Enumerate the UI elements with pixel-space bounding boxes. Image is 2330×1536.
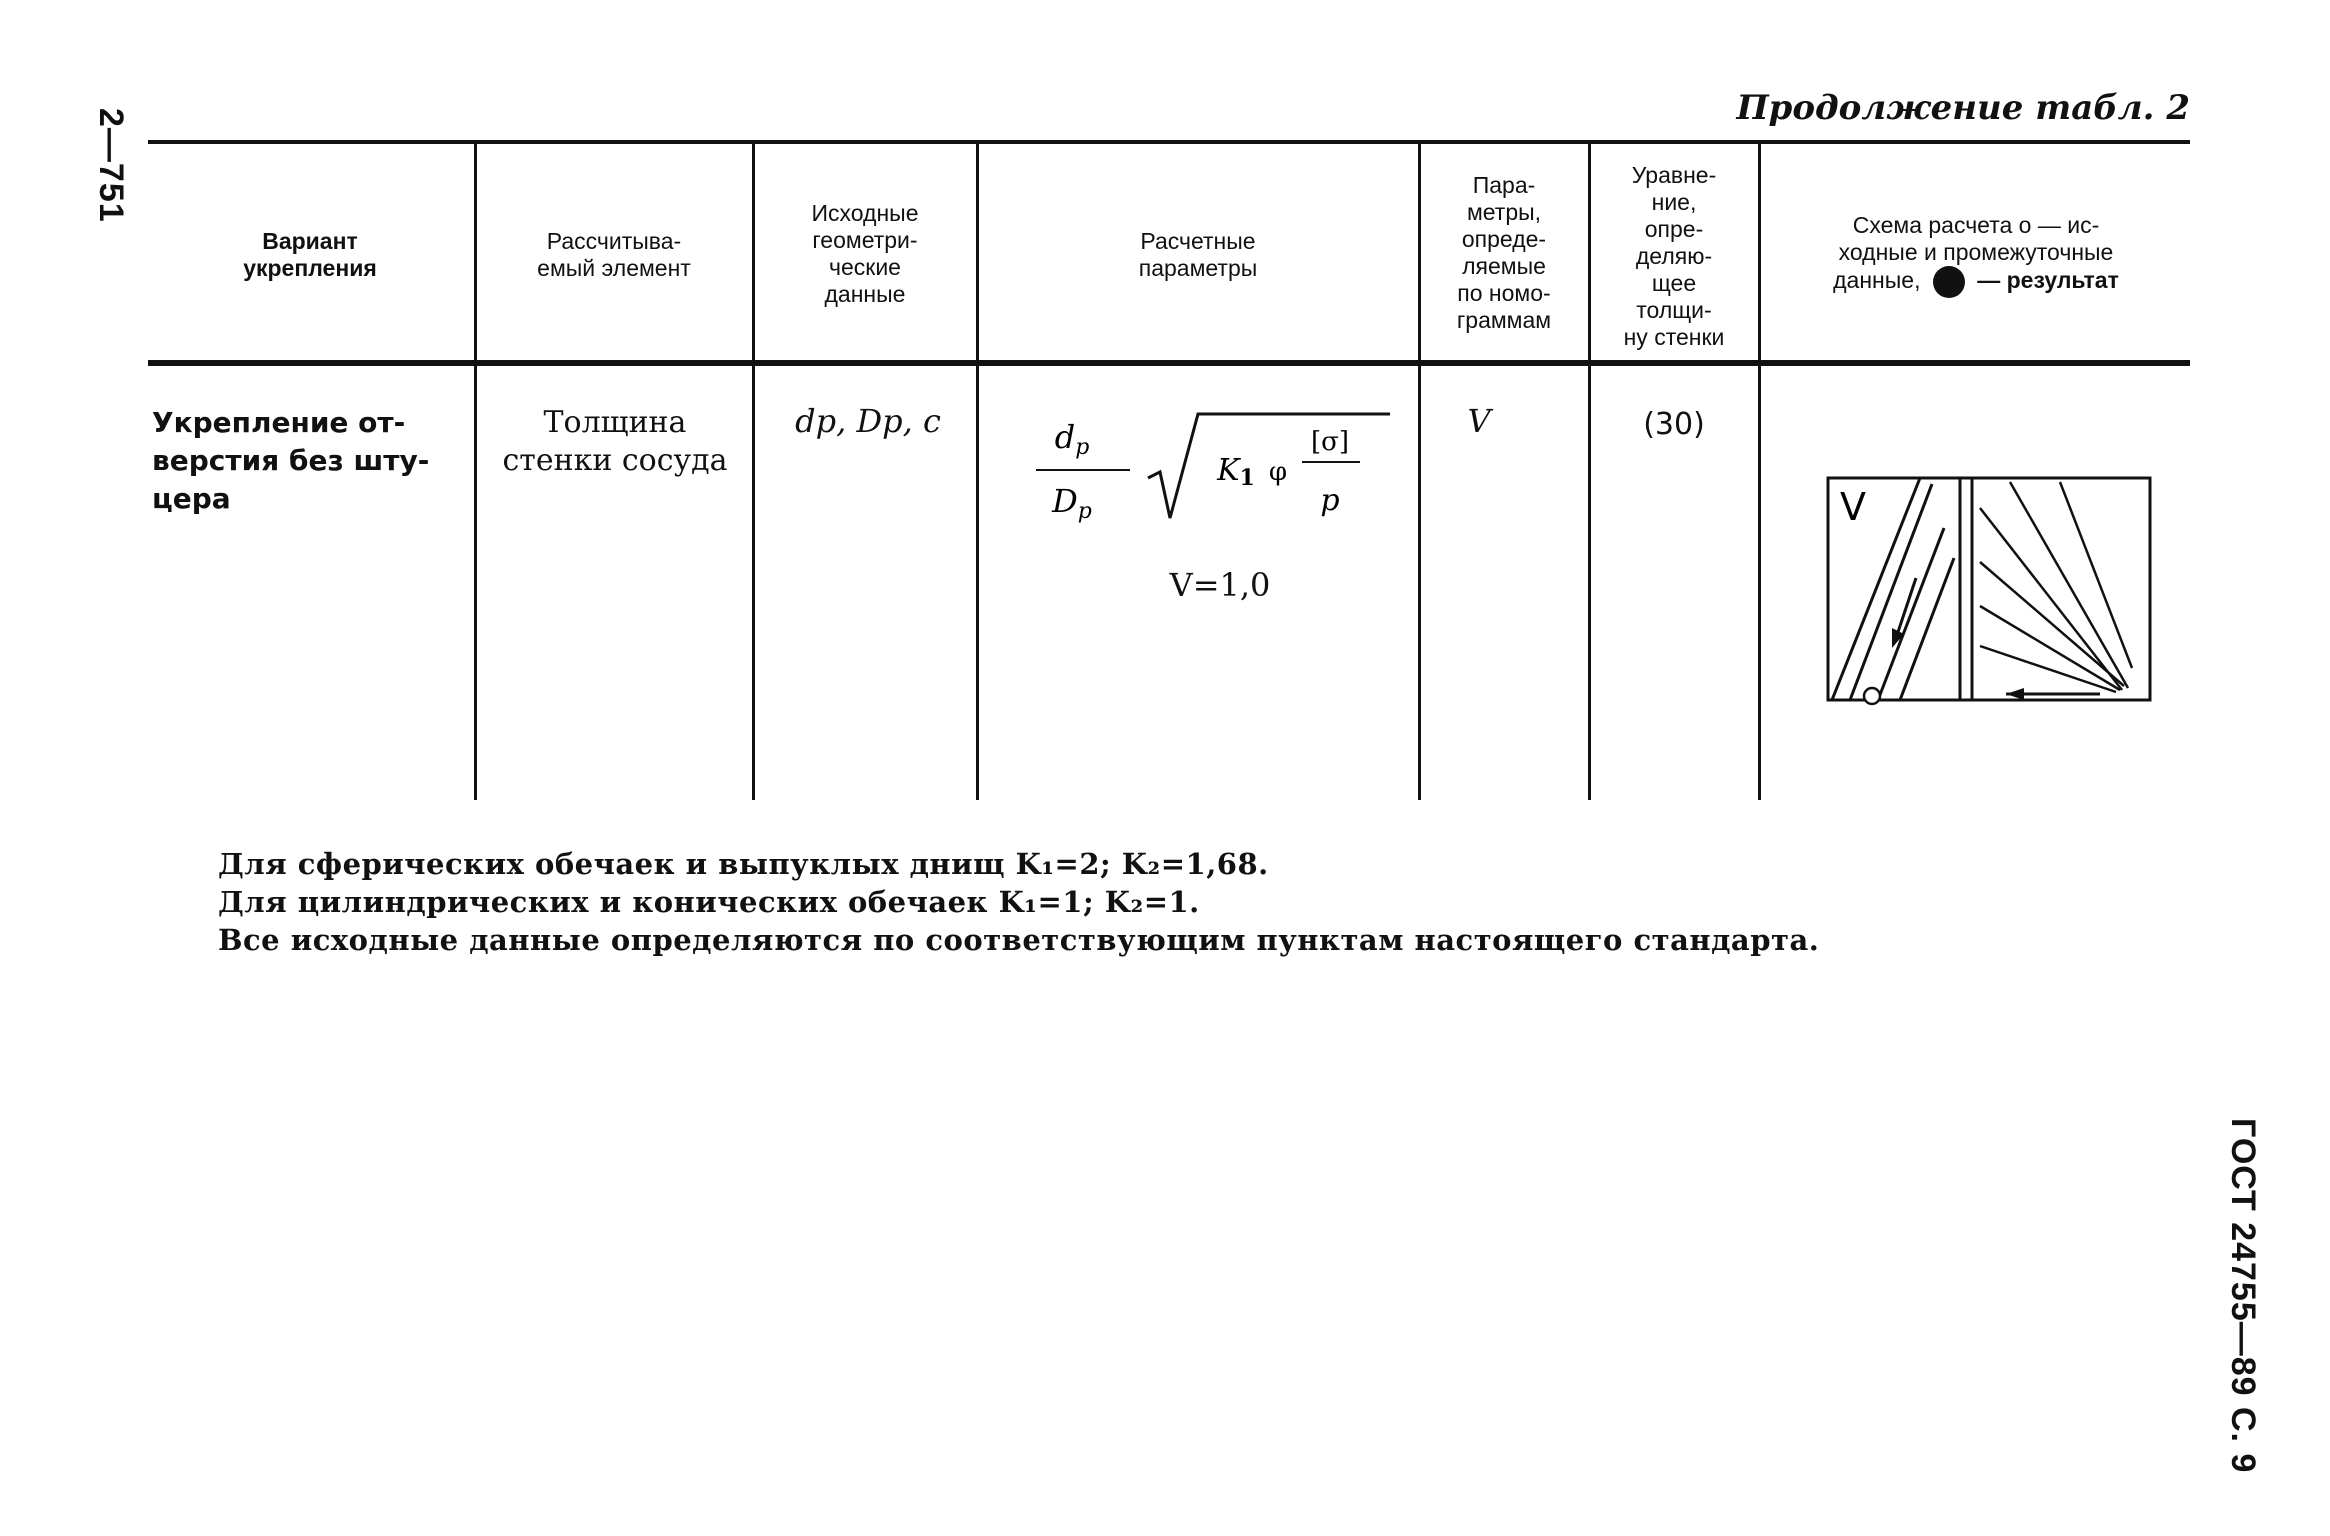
formula-p: p bbox=[1320, 483, 1340, 518]
header-scheme: Схема расчета о — ис- ходные и промежуточные данные, — результат bbox=[1766, 212, 2186, 298]
header-geometry: Исходные геометри- ческие данные bbox=[811, 200, 919, 307]
header-variant: Вариант укрепления bbox=[243, 228, 377, 281]
formula-Dp: Dp bbox=[1052, 482, 1092, 524]
result-dot-icon bbox=[1933, 266, 1965, 298]
note-source-data: Все исходные данные определяются по соответствующим пунктам настоящего стандарта. bbox=[218, 923, 1820, 957]
calc-formula bbox=[1030, 400, 1410, 530]
table-top-rule bbox=[148, 140, 2190, 144]
row-variant: Укрепление от- верстия без шту- цера bbox=[152, 406, 430, 515]
formula-k1: K1 bbox=[1217, 453, 1255, 491]
scheme-v-label: V bbox=[1840, 485, 1866, 529]
nomogram-diagram bbox=[1820, 468, 2160, 718]
result-arrowhead-icon bbox=[2006, 688, 2024, 700]
column-divider bbox=[1418, 144, 1421, 800]
calculation-scheme bbox=[1820, 468, 2160, 718]
column-divider bbox=[752, 144, 755, 800]
start-point-icon bbox=[1864, 688, 1880, 704]
row-equation-number: (30) bbox=[1643, 407, 1705, 442]
note-spherical: Для сферических обечаек и выпуклых днищ K₁=2; K₂=1,68. bbox=[218, 847, 1269, 881]
formula-graphic bbox=[1030, 400, 1410, 530]
formula-sigma: [σ] bbox=[1310, 427, 1350, 457]
header-calc-params: Расчетные параметры bbox=[1138, 228, 1258, 281]
row-nomogram-param: V bbox=[1467, 402, 1491, 440]
row-geometry: dp, Dp, c bbox=[795, 402, 941, 440]
column-divider bbox=[976, 144, 979, 800]
formula-result: V=1,0 bbox=[1169, 566, 1271, 604]
note-cylindrical: Для цилиндрических и конических обечаек K₁=1; K₂=1. bbox=[218, 885, 1200, 919]
header-nomogram-params: Пара- метры, опреде- ляемые по номо- граммам bbox=[1456, 172, 1552, 333]
scheme-fan-lines bbox=[1980, 482, 2132, 692]
formula-dp: dp bbox=[1054, 418, 1090, 460]
page-number-left: 2—751 bbox=[92, 108, 130, 223]
formula-phi: φ bbox=[1268, 457, 1288, 487]
standard-page-label: ГОСТ 24755—89 С. 9 bbox=[2224, 1118, 2262, 1474]
header-equation: Уравне- ние, опре- деляю- щее толщи- ну стенки bbox=[1623, 162, 1725, 350]
table-continuation-title: Продолжение табл. 2 bbox=[1736, 88, 2190, 128]
header-bottom-rule bbox=[148, 360, 2190, 366]
column-divider bbox=[1758, 144, 1761, 800]
header-element: Рассчитыва- емый элемент bbox=[537, 228, 691, 281]
column-divider bbox=[474, 144, 477, 800]
column-divider bbox=[1588, 144, 1591, 800]
row-element: Толщина стенки сосуда bbox=[502, 405, 728, 478]
